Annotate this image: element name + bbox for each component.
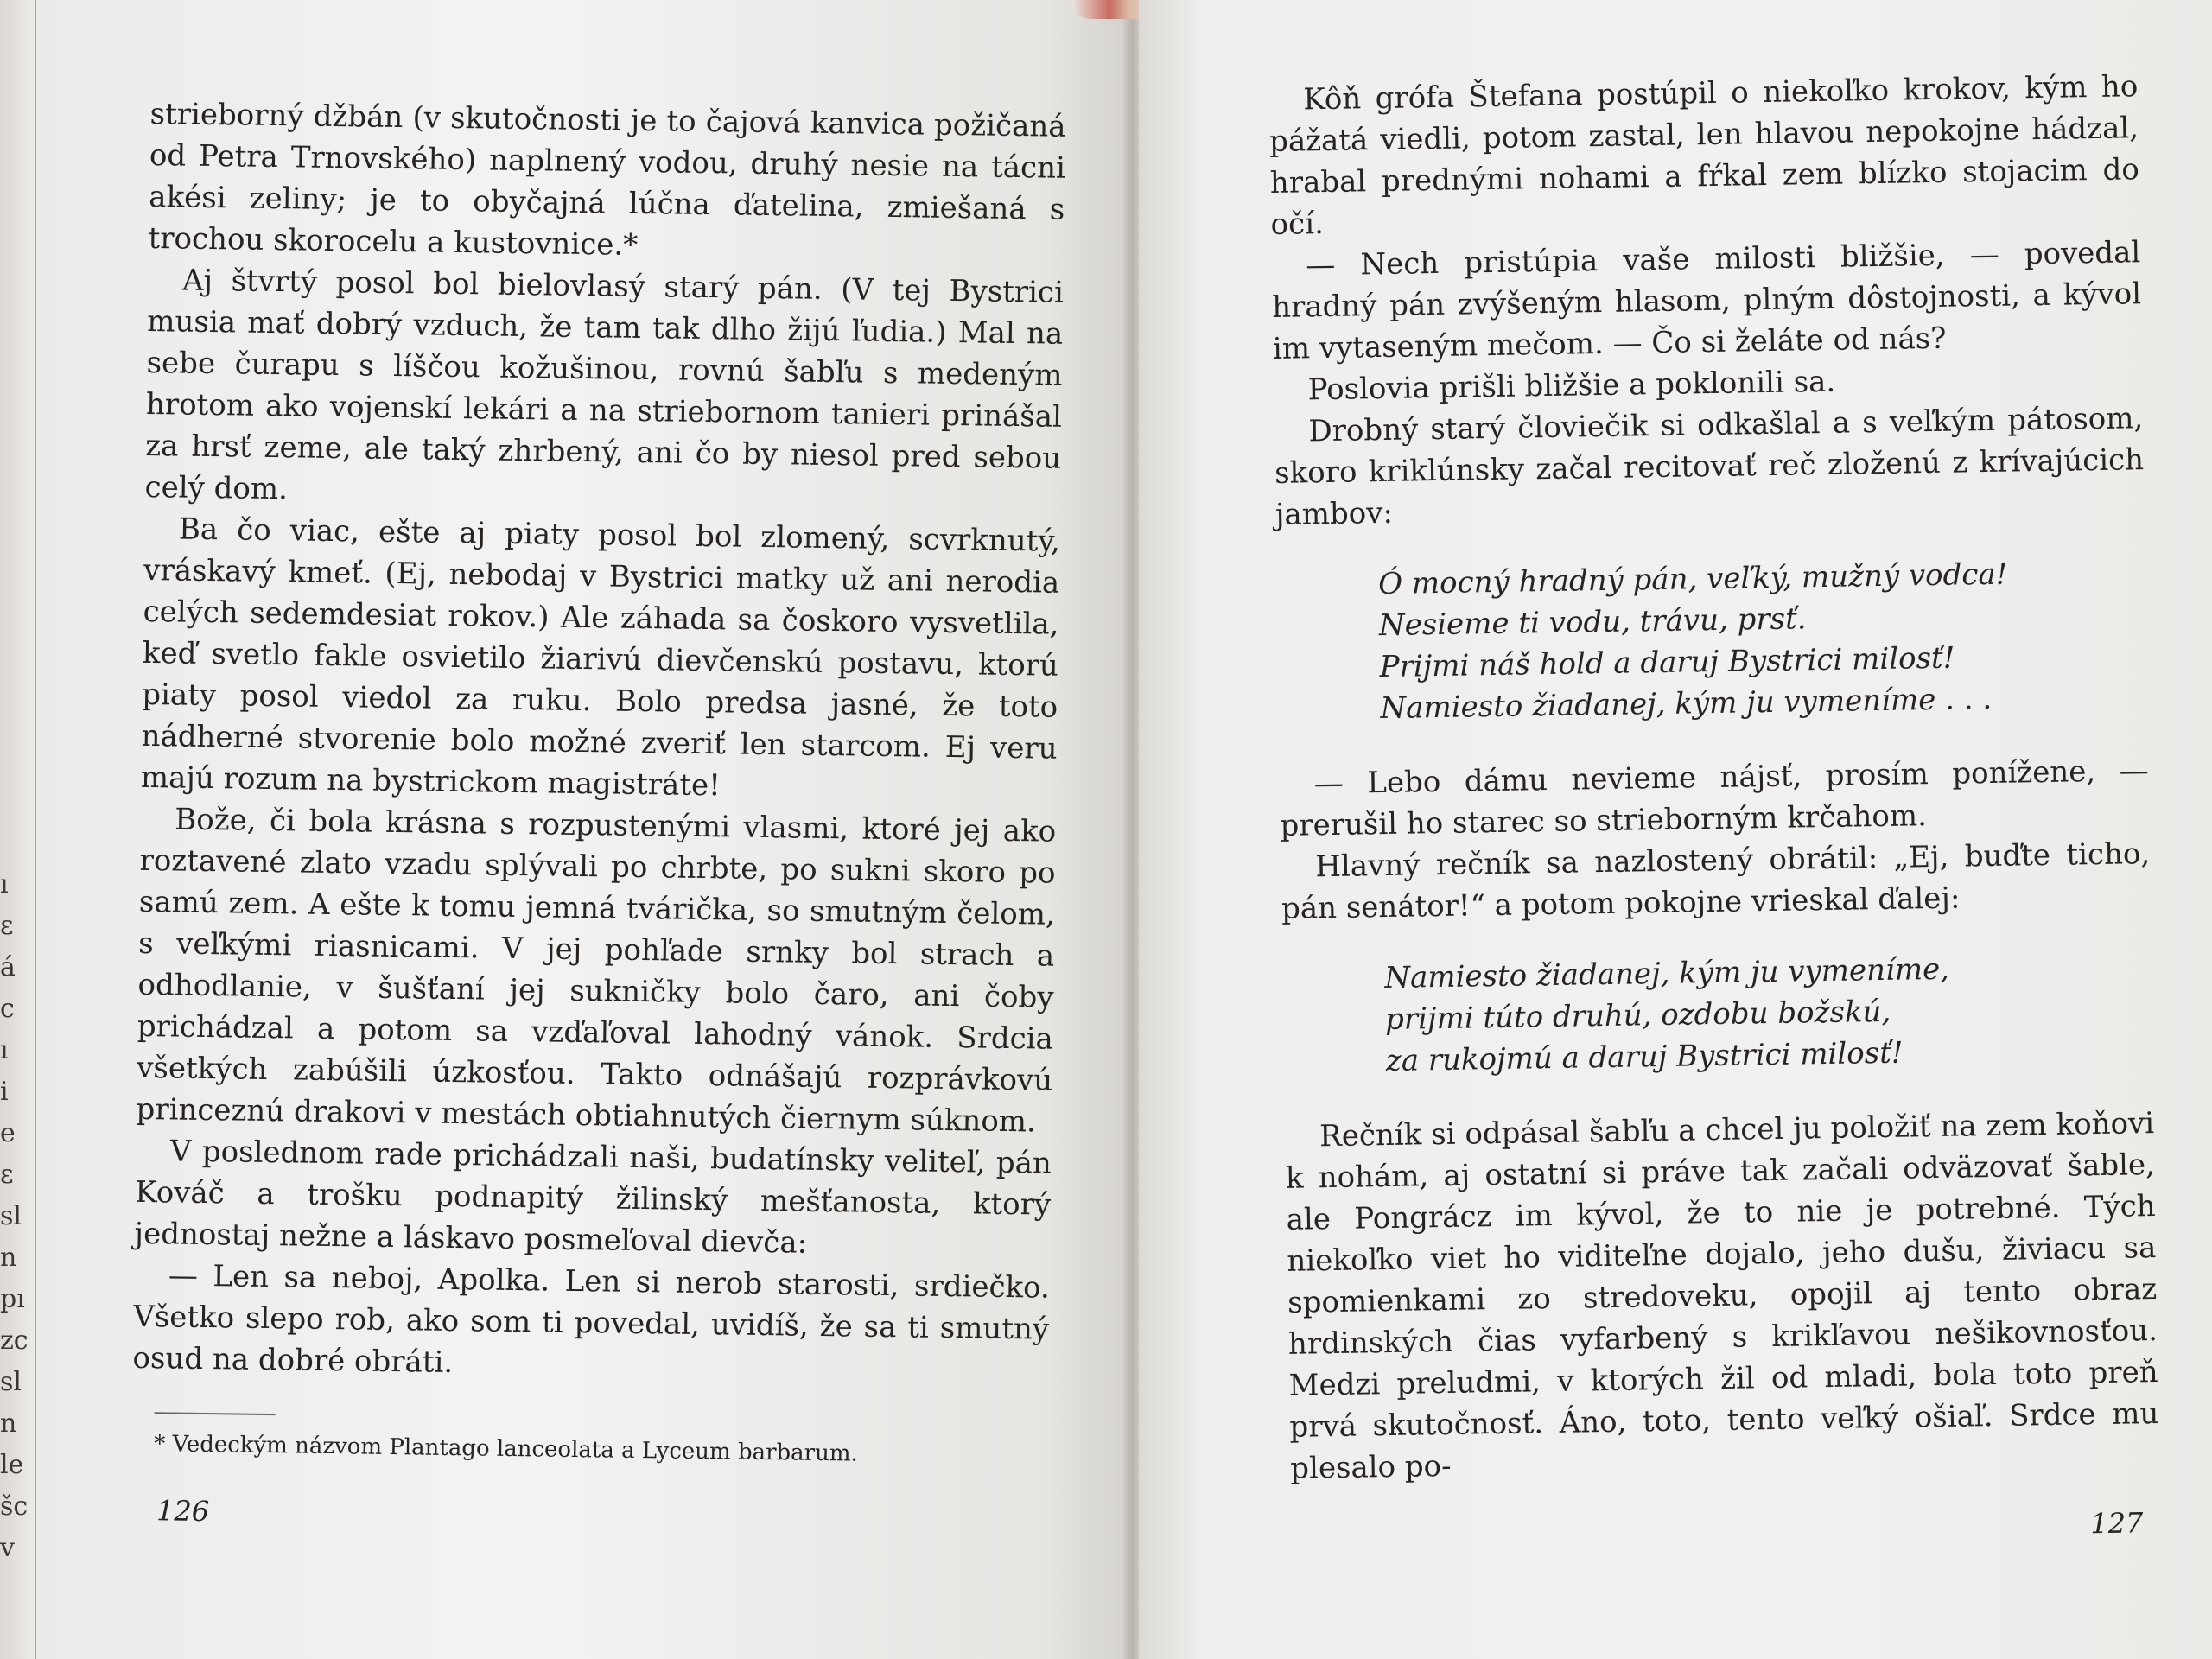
edge-fragment: v bbox=[0, 1533, 15, 1563]
verse-block-1 bbox=[1378, 551, 2148, 729]
edge-fragment: sl bbox=[0, 1201, 22, 1231]
edge-fragment: n bbox=[0, 1408, 17, 1439]
page-number-left: 126 bbox=[156, 1494, 210, 1529]
paragraph: Poslovia prišli bližšie a poklonili sa. bbox=[1307, 364, 1836, 408]
right-page bbox=[1139, 0, 2212, 1659]
verse-line: Prijmi náš hold a daruj Bystrici milosť! bbox=[1379, 640, 1955, 685]
paragraph: Aj štvrtý posol bol bielovlasý starý pán. (V tej Bystrici musia mať dobrý vzduch, že tam tak dlho žijú ľudia.) Mal na sebe čurapu s líščou kožušinou, rovnú šabľu s medeným hrotom ako vojenskí lekári a na striebornom tanieri prinášal za hrsť zeme, ale taký zhrbený, ani čo by niesol pred sebou celý dom. bbox=[144, 263, 1065, 507]
paragraph: Bože, či bola krásna s rozpustenými vlasmi, ktoré jej ako roztavené zlato vzadu splývali po chrbte, po sukni skoro po samú zem. A ešte k tomu jemná tvárička, so smutným čelom, s veľkými riasnicami. V jej pohľade srnky bol strach a odhodlanie, v šušťaní jej sukničky bolo čaro, ani čoby prichádzal a potom sa vzďaľoval lahodný vánok. Srdcia všetkých zabúšili úzkosťou. Takto odnášajú rozprávkovú princeznú drakovi v mestách obtiahnutých čiernym súknom. bbox=[136, 802, 1057, 1140]
right-page-body-end bbox=[1285, 1103, 2160, 1490]
edge-fragment: šc bbox=[0, 1491, 29, 1522]
paragraph: strieborný džbán (v skutočnosti je to čajová kanvica požičaná od Petra Trnovského) naplnený vodou, druhý nesie na tácni akési zeliny; je to obyčajná lúčna ďatelina, zmiešaná s trochou skorocelu a kustovnice.* bbox=[148, 96, 1066, 263]
paragraph: Hlavný rečník sa nazlostený obrátil: „Ej, buďte ticho, pán senátor!“ a potom pokojne vrieskal ďalej: bbox=[1281, 836, 2151, 926]
paragraph: Rečník si odpásal šabľu a chcel ju položiť na zem koňovi k nohám, aj ostatní si práve tak začali odväzovať šable, ale Pongrácz im kývol, že to nie je potrebné. Tých niekoľko viet ho viditeľne dojalo, jeho dušu, živiacu sa spomienkami zo stredoveku, opojil aj tento obraz hrdinských čias vyfarbený s krikľavou nešikovnosťou. Medzi preludmi, v ktorých žil od mladi, bola toto preň prvá skutočnosť. Áno, toto, tento veľký ošiaľ. Srdce mu plesalo po- bbox=[1285, 1106, 2159, 1486]
page-number-right: 127 bbox=[2089, 1506, 2144, 1541]
right-page-body-intro bbox=[1268, 66, 2145, 536]
verse-line: Namiesto žiadanej, kým ju vymeníme . . . bbox=[1380, 681, 1993, 727]
edge-fragment: sl bbox=[0, 1367, 22, 1397]
left-page-text bbox=[130, 93, 1066, 1541]
edge-fragment: á bbox=[0, 952, 16, 982]
verse-block-2 bbox=[1384, 945, 2153, 1082]
previous-page-edge bbox=[0, 0, 36, 1659]
paragraph: Kôň grófa Štefana postúpil o niekoľko krokov, kým ho pážatá viedli, potom zastal, len hlavou nepokojne hádzal, hrabal prednými nohami a fŕkal zem blízko stojacim do očí. bbox=[1268, 69, 2140, 242]
verse-line: Ó mocný hradný pán, veľký, mužný vodca! bbox=[1377, 556, 2008, 602]
paragraph: V poslednom rade prichádzali naši, budatínsky veliteľ, pán Kováč a trošku podnapitý žilinský mešťanosta, ktorý jednostaj nežne a láskavo posmeľoval dievča: bbox=[134, 1134, 1052, 1261]
edge-fragment: e bbox=[0, 1118, 16, 1148]
verse-line: prijmi túto druhú, ozdobu božskú, bbox=[1384, 994, 1891, 1038]
edge-fragment: ε bbox=[0, 1160, 14, 1190]
right-page-text bbox=[1268, 66, 2161, 1554]
paragraph: — Nech pristúpia vaše milosti bližšie, — povedal hradný pán zvýšeným hlasom, plným dôstojnosti, a kývol im vytaseným mečom. — Čo si želáte od nás? bbox=[1271, 235, 2142, 366]
footnote: * Vedeckým názvom Plantago lanceolata a Lyceum barbarum. bbox=[153, 1431, 858, 1467]
footnote-rule bbox=[155, 1412, 276, 1415]
edge-fragment: ı bbox=[0, 1035, 9, 1065]
edge-fragment: c bbox=[0, 994, 15, 1024]
verse-line: Namiesto žiadanej, kým ju vymeníme, bbox=[1384, 951, 1950, 996]
previous-page-text-fragments bbox=[0, 864, 35, 1569]
left-page-body bbox=[132, 93, 1066, 1392]
edge-fragment: ε bbox=[0, 911, 14, 941]
edge-fragment: ı bbox=[0, 869, 9, 899]
left-page bbox=[36, 0, 1132, 1659]
edge-fragment: le bbox=[0, 1450, 24, 1480]
edge-fragment: i bbox=[0, 1077, 9, 1107]
paragraph: — Len sa neboj, Apolka. Len si nerob starosti, srdiečko. Všetko slepo rob, ako som ti povedal, uvidíš, že sa ti smutný osud na dobré obráti. bbox=[132, 1258, 1051, 1381]
edge-fragment: zc bbox=[0, 1325, 29, 1356]
paragraph: Ba čo viac, ešte aj piaty posol bol zlomený, scvrknutý, vráskavý kmeť. (Ej, nebodaj v Bystrici matky už ani nerodia celých sedemdesiat rokov.) Ale záhada sa čoskoro vysvetlila, keď svetlo fakle osvietilo žiarivú dievčenskú postavu, ktorú piaty posol viedol za ruku. Bolo predsa jasné, že toto nádherné stvorenie bolo možné zveriť len starcom. Ej veru majú rozum na bystrickom magistráte! bbox=[140, 512, 1061, 804]
edge-fragment: pı bbox=[0, 1284, 25, 1314]
verse-line: Nesieme ti vodu, trávu, prsť. bbox=[1378, 601, 1807, 644]
right-page-body-middle bbox=[1279, 750, 2151, 930]
paragraph: — Lebo dámu nevieme nájsť, prosím ponížene, — prerušil ho starec so strieborným krčahom. bbox=[1280, 753, 2150, 843]
edge-fragment: n bbox=[0, 1243, 17, 1273]
paragraph: Drobný starý človiečik si odkašlal a s veľkým pátosom, skoro kriklúnsky začal recitovať reč zloženú z krívajúcich jambov: bbox=[1274, 401, 2145, 532]
verse-line: za rukojmú a daruj Bystrici milosť! bbox=[1385, 1035, 1904, 1079]
